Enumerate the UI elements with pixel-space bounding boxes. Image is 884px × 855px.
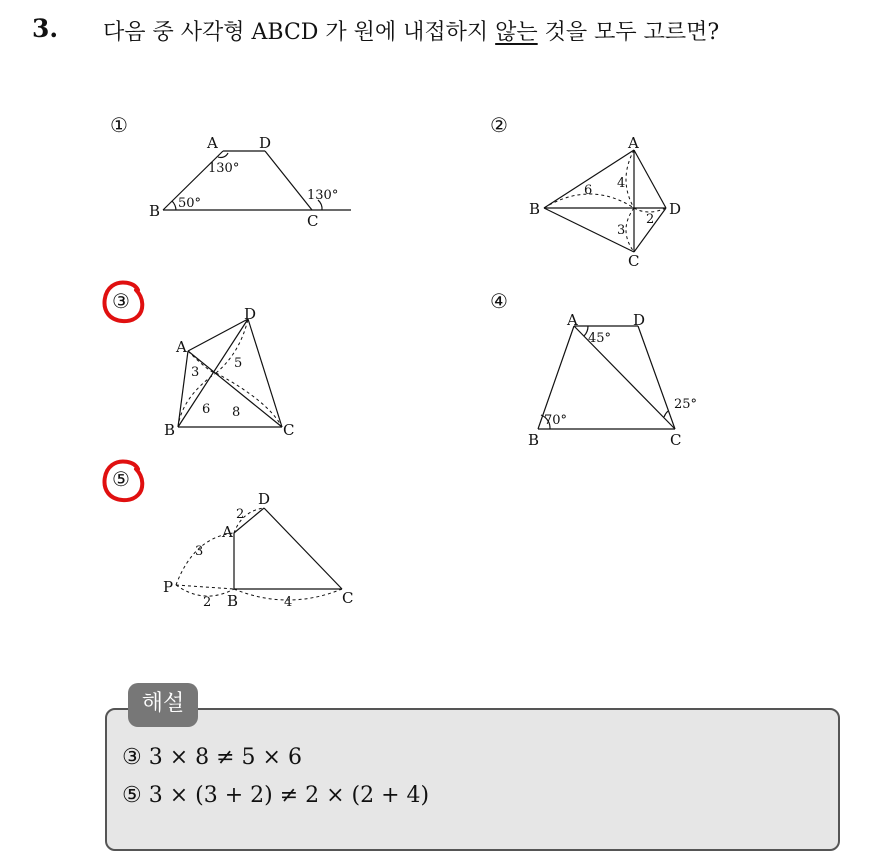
question-text xyxy=(103,15,719,46)
fig3-seg-5: 5 xyxy=(234,356,243,371)
fig2-seg-2: 2 xyxy=(646,212,655,227)
fig1-vertex-a: A xyxy=(207,134,218,152)
fig4-angle-a: 45° xyxy=(588,331,612,346)
solution-line-1: ③ 3 × 8 ≠ 5 × 6 xyxy=(122,745,302,770)
choice-4-mark[interactable]: ④ xyxy=(490,289,508,313)
fig3-vertex-a: A xyxy=(176,338,187,356)
fig1-angle-ext: 130° xyxy=(307,188,339,203)
solution-box xyxy=(105,708,840,851)
fig2-vertex-a: A xyxy=(628,134,639,152)
question-number: 3. xyxy=(32,14,59,43)
figure-choice-1 xyxy=(140,130,360,230)
fig5-vertex-a: A xyxy=(222,523,233,541)
fig4-vertex-a: A xyxy=(567,311,578,329)
fig5-seg-pa: 3 xyxy=(195,544,204,559)
figure-choice-5 xyxy=(160,485,370,610)
fig3-seg-8: 8 xyxy=(232,405,241,420)
fig5-vertex-b: B xyxy=(227,592,239,610)
question-text-before: 다음 중 사각형 ABCD 가 원에 내접하지 xyxy=(103,20,496,45)
choice-1-mark[interactable]: ① xyxy=(110,113,128,137)
fig3-seg-3: 3 xyxy=(191,365,200,380)
fig3-vertex-d: D xyxy=(244,305,257,323)
fig2-seg-4: 4 xyxy=(617,176,626,191)
fig3-seg-6: 6 xyxy=(202,402,211,417)
choice-2-mark[interactable]: ② xyxy=(490,113,508,137)
fig1-vertex-c: C xyxy=(307,212,319,230)
fig1-vertex-d: D xyxy=(259,134,272,152)
fig2-vertex-b: B xyxy=(529,200,541,218)
fig2-vertex-d: D xyxy=(669,200,682,218)
fig5-vertex-d: D xyxy=(258,490,271,508)
fig4-angle-b: 70° xyxy=(544,413,568,428)
fig5-vertex-c: C xyxy=(342,589,354,607)
fig3-vertex-c: C xyxy=(283,421,295,439)
choice-5-mark[interactable]: ⑤ xyxy=(112,467,130,491)
fig5-seg-pb: 2 xyxy=(203,595,212,610)
fig1-angle-b: 50° xyxy=(178,196,202,211)
fig4-vertex-b: B xyxy=(528,431,540,449)
question-text-underlined: 않는 xyxy=(495,20,538,45)
fig5-seg-bc: 4 xyxy=(284,595,293,610)
fig4-vertex-d: D xyxy=(633,311,646,329)
selected-circle-choice-3 xyxy=(98,276,150,328)
fig4-vertex-c: C xyxy=(670,431,682,449)
figure-choice-3 xyxy=(160,305,310,445)
solution-line-2: ⑤ 3 × (3 + 2) ≠ 2 × (2 + 4) xyxy=(122,783,430,808)
choice-3-mark[interactable]: ③ xyxy=(112,289,130,313)
fig2-seg-6: 6 xyxy=(584,183,593,198)
fig3-vertex-b: B xyxy=(164,421,176,439)
fig1-angle-a: 130° xyxy=(208,161,240,176)
fig5-vertex-p: P xyxy=(163,578,174,596)
figure-choice-4 xyxy=(520,305,720,450)
selected-circle-choice-5 xyxy=(98,455,150,507)
fig2-seg-3: 3 xyxy=(617,223,626,238)
fig5-seg-ad: 2 xyxy=(236,507,245,522)
figure-choice-2 xyxy=(520,130,700,270)
fig2-vertex-c: C xyxy=(628,252,640,270)
fig4-angle-c: 25° xyxy=(674,397,698,412)
fig1-vertex-b: B xyxy=(149,202,161,220)
question-text-after: 것을 모두 고르면? xyxy=(537,20,720,45)
solution-tab: 해설 xyxy=(128,683,198,727)
